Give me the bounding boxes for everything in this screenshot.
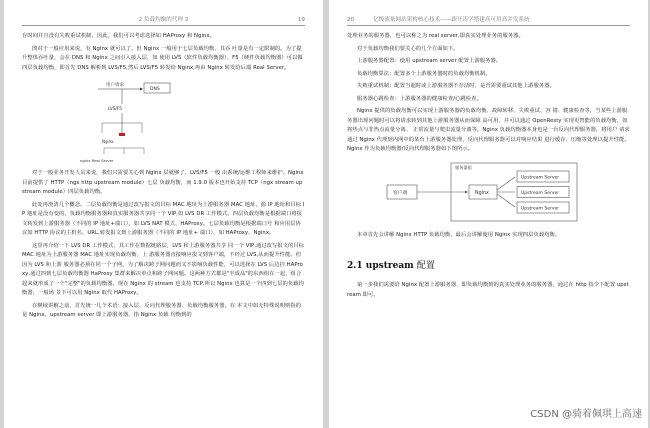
reverse-proxy-diagram-svg	[347, 159, 630, 225]
right-header-title: 亿级流量网站架构核心技术——跟开涛学搭建高可用高并发系统	[373, 17, 530, 23]
diagram-client-label: 客户端	[393, 190, 408, 196]
architecture-figure-svg	[22, 76, 305, 164]
diagram-upstream-label-3: Upstream Server	[521, 206, 560, 211]
right-page-header	[347, 14, 630, 26]
diagram-group-label: 服务器组	[455, 164, 472, 170]
left-paragraph-3: 对于一般业务开发人员来说，我们只需要关心到 Nginx 层就够了，LVS/F5 一般 由系统/运维工程师来维护。Nginx 目前提供了 HTTP（ngx http upstream module）七层 负载均衡，而 1.9.0 版本也开始支持 TCP（ngx stream upstream module）四层负载均衡。	[22, 170, 304, 195]
left-paragraph-1: 存时间并且没有失败重试机制。因此，我们可以考虑选择如 HAProxy 和 Nginx。	[22, 33, 215, 39]
diagram-arrow-upstream-1	[497, 177, 515, 190]
right-paragraph-after-figure: 本章首先会讲解 Nginx HTTP 负载均衡，最后会讲解使用 Nginx 实现四层负载均衡。	[357, 231, 561, 238]
left-header-title: 2 负载均衡的代理 2	[138, 17, 189, 23]
reverse-proxy-diagram	[347, 159, 630, 225]
diagram-upstream-label-2: Upstream Server	[521, 190, 560, 196]
figure-nginx-label: Nginx	[102, 139, 114, 144]
left-page-header	[22, 14, 305, 26]
figure-client-label: 用户请求	[106, 83, 124, 88]
right-section-paragraph: 第一步我们需要给 Nginx 配置上游服务器，即负载均衡到的真实处理业务的服务器，通过在 http 指令下配置 upstream 即可。	[347, 282, 629, 298]
figure-dns-label: DNS	[150, 87, 160, 92]
right-list-item-1: 上游服务器配置：使用 upstream server 配置上游服务器。	[357, 58, 502, 64]
diagram-upstream-label-1: Upstream Server	[521, 175, 560, 180]
figure-caption: nginx Real Server	[80, 158, 114, 163]
figure-arrowhead-client	[140, 88, 143, 91]
right-paragraph-3: Nginx 提供的负载均衡可以实现上游服务器的负载均衡、故障转移、失败重试、容 错、健康检查等，当某些上游服务器出现问题时可以将请求转到其他上游服务器从而保障 高可用，并可以通过 OpenResty 实现更智能的负载均衡，如将热点与非热点流量分离、 正常流量与爬虫流量分离等。Nginx 负载均衡器本身也是一台反向代理服务器，将用户 请求通过 Nginx 代理到内网中的某台上游服务器处理，反向代理服务器可以对响应结果 进行缓存、压缩等处理以提升性能。Nginx 作为负载均衡器/反向代理服务器如下图所示。	[347, 108, 630, 152]
left-paragraph-2: 图对于一般应用来说，有 Nginx 就可以了。但 Nginx 一般用于七层负载均衡，其吞 吐量是有一定限制的。为了提升整体吞吐量，会在 DNS 和 Nginx 之间引入接入层，如 使用 LVS（软件负载均衡器）、F5（硬件负载均衡器）可以做四层负载均衡，即首先 DNS 解析到 LVS/F5,然后 LVS/F5 转发给 Nginx,再由 Nginx 转发给后端 Real Server。	[22, 45, 303, 71]
right-list-item-2: 负载均衡算法：配置多个上游服务器时的负载均衡机制。	[357, 70, 491, 77]
diagram-nginx-label: Nginx	[475, 190, 489, 196]
figure-nginx-mark	[119, 133, 125, 136]
left-header-page-number: 19	[297, 17, 305, 23]
right-list-item-3: 失败重试机制：配置当超时或上游服务器不存活时，是否需要重试其他上游服务器。	[357, 83, 555, 89]
left-paragraph-5: 这里再介绍一下 LVS DR 工作模式，其工作在数据链路层，LVS 和上游服务器共享 同一个 VIP,通过改写报文的目标 MAC 地址为上游服务器 MAC 地址实现负载均衡，上 游服务器直接响应报文到客户端，不经过 LVS,从而提升性能。但因为 LVS 和上游 服务器必须在同一个子网，为了解决跨子网问题而又不影响负载性能，可以选择在 LVS 后边挂 HAProxy,通过四到七层负载均衡器 HaProxy 集群来解决单点和跨子网问题。这两种方式都是"半成品"的东西组在一起，组合起来就形成了一个"完整"的负载均衡器。现在 Nginx 的 stream 也支持 TCP,所以 Nginx 也算是一个四到七层的负载均衡器，一般场 景下可以用 Nginx 取代 HAProxy。	[22, 242, 305, 296]
section-number: 2.1 upstream	[347, 261, 414, 271]
right-page	[329, 0, 648, 428]
left-architecture-figure	[22, 76, 305, 164]
right-header-page-number: 20	[347, 17, 355, 23]
right-paragraph-2: 对于负载均衡我们要关心的几个方面如下。	[357, 45, 459, 52]
figure-lvs-label: LVS/F5	[108, 106, 122, 111]
section-heading	[347, 258, 630, 271]
right-paragraph-1: 处理业务的服务器，也可以称之为 real server,即真实处理业务的服务器。	[347, 33, 524, 39]
left-page	[4, 0, 323, 428]
diagram-arrowhead-client-nginx	[465, 190, 468, 193]
right-list-item-4: 服务器心跳检查：上游服务器的健康检查/心跳检查。	[357, 95, 482, 102]
diagram-arrow-upstream-3	[497, 194, 515, 207]
csdn-watermark: CSDN @骑着佩琪上高速	[530, 409, 642, 420]
section-title: 配置	[416, 261, 435, 271]
left-paragraph-4: 此处再澄清几个概念。二层负载均衡是通过改写报文的目标 MAC 地址为上游服务器 MAC 地址，源 IP 地址和目标 IP 地址是没有变的，负载均衡服务器和真实服务器共享同一个 VIP,如 LVS DR 工作模式。四层负载均衡是根据端口将报文转发到上游服务器（不同的 IP 地址+端口），如 LVS NAT 模式、HAProxy。七层负载均衡是根据端口号 和应用层协议如 HTTP 协议的主机名、URL,转发报文到上游服务器（不同的 IP 地址+ 端口），如 HAProxy、Nginx。	[22, 201, 305, 236]
left-paragraph-6: 在继续讲解之前，首先统一几个术语：接入层、反向代理服务器、负载均衡服务器，在 本文中如无特殊说明则指的是 Nginx。upstream server 即上游服务器，指 Nginx 负载 均衡到的	[22, 302, 302, 318]
